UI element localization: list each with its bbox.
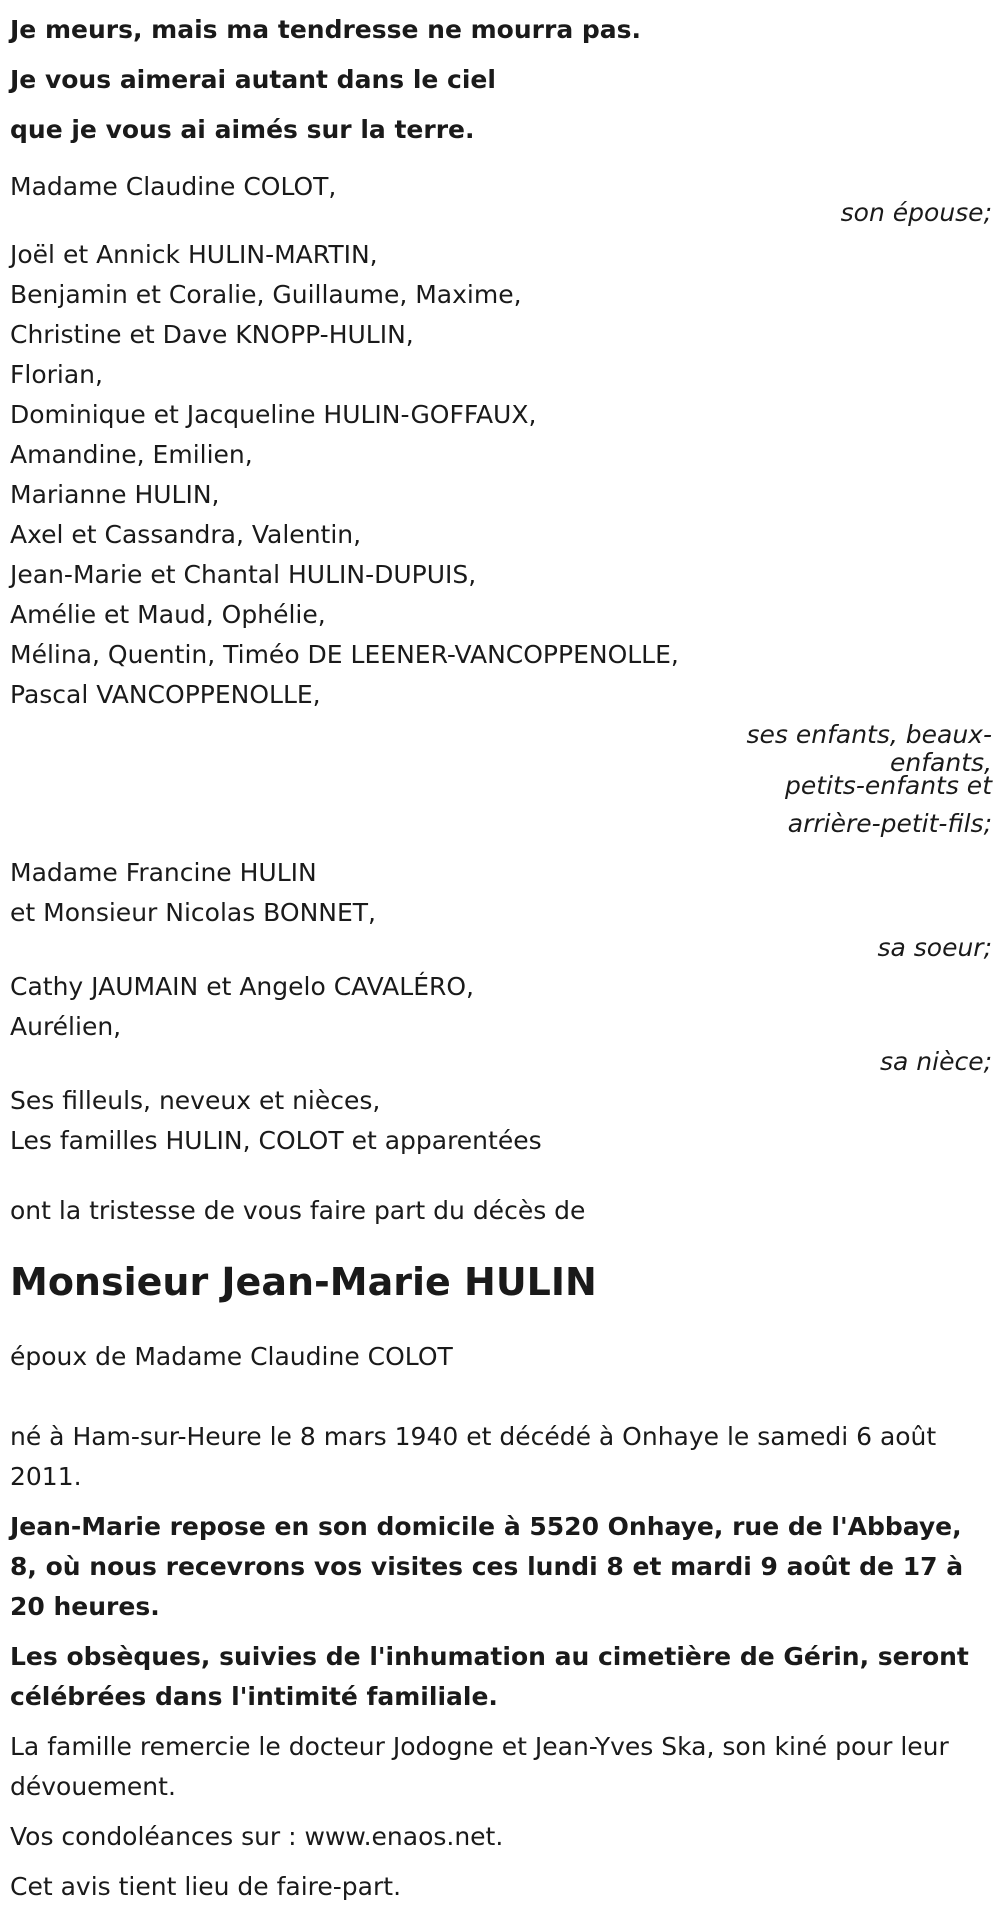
relation-line: petits-enfants et	[785, 771, 992, 800]
spouse-of-text: époux de Madame Claudine COLOT	[10, 1342, 453, 1371]
quote-line: Je vous aimerai autant dans le ciel	[10, 65, 496, 94]
thanks-text: La famille remercie le docteur Jodogne et Jean-Yves Ska, son kiné pour leur dévouement.	[10, 1732, 949, 1801]
mourner-name: Jean-Marie et Chantal HULIN-DUPUIS,	[10, 560, 477, 589]
mourner-name: Christine et Dave KNOPP-HULIN,	[10, 320, 414, 349]
visitation-text: Jean-Marie repose en son domicile à 5520 Onhaye, rue de l'Abbaye, 8, où nous recevrons vos visites ces lundi 8 et mardi 9 août de 17 à 20 heures.	[10, 1512, 964, 1621]
announcement-text: ont la tristesse de vous faire part du décès de	[10, 1196, 586, 1225]
sister-group	[10, 853, 992, 963]
mourner-name: Mélina, Quentin, Timéo DE LEENER-VANCOPPENOLLE,	[10, 640, 679, 669]
relation-label: son épouse;	[840, 198, 992, 227]
relation-label	[10, 717, 992, 849]
mourner-name: Benjamin et Coralie, Guillaume, Maxime,	[10, 280, 522, 309]
children-group	[10, 235, 992, 849]
mourner-name: Dominique et Jacqueline HULIN-GOFFAUX,	[10, 400, 537, 429]
mourner-name: Florian,	[10, 360, 103, 389]
notice-text: Cet avis tient lieu de faire-part.	[10, 1872, 402, 1901]
quote-line: que je vous ai aimés sur la terre.	[10, 115, 475, 144]
mourner-name: Joël et Annick HULIN-MARTIN,	[10, 240, 378, 269]
mourner-name: Madame Claudine COLOT,	[10, 172, 337, 201]
mourner-name: Cathy JAUMAIN et Angelo CAVALÉRO,	[10, 972, 474, 1001]
deceased-name: Monsieur Jean-Marie HULIN	[10, 1260, 597, 1304]
condolences-text: Vos condoléances sur : www.enaos.net.	[10, 1822, 504, 1851]
mourner-name: et Monsieur Nicolas BONNET,	[10, 898, 376, 927]
mourner-name: Madame Francine HULIN	[10, 858, 317, 887]
others-group	[10, 1081, 992, 1161]
epitaph-quote	[10, 5, 992, 155]
mourner-name: Ses filleuls, neveux et nièces,	[10, 1086, 381, 1115]
relation-line: enfants,	[890, 748, 992, 777]
mourner-name: Pascal VANCOPPENOLLE,	[10, 680, 321, 709]
relation-label: sa soeur;	[877, 933, 992, 962]
quote-line: Je meurs, mais ma tendresse ne mourra pas.	[10, 15, 642, 44]
birth-death-text: né à Ham-sur-Heure le 8 mars 1940 et décédé à Onhaye le samedi 6 août 2011.	[10, 1422, 937, 1491]
relation-line: ses enfants, beaux-	[746, 720, 992, 749]
spouse-group	[10, 167, 992, 225]
mourner-name: Aurélien,	[10, 1012, 122, 1041]
mourner-name: Amandine, Emilien,	[10, 440, 253, 469]
relation-line: arrière-petit-fils;	[787, 809, 992, 838]
mourner-name: Axel et Cassandra, Valentin,	[10, 520, 362, 549]
niece-group	[10, 967, 992, 1077]
funeral-text: Les obsèques, suivies de l'inhumation au cimetière de Gérin, seront célébrées dans l'intimité familiale.	[10, 1642, 969, 1711]
mourner-name: Marianne HULIN,	[10, 480, 220, 509]
mourner-name: Les familles HULIN, COLOT et apparentées	[10, 1126, 542, 1155]
relation-label: sa nièce;	[879, 1047, 992, 1076]
mourner-name: Amélie et Maud, Ophélie,	[10, 600, 326, 629]
